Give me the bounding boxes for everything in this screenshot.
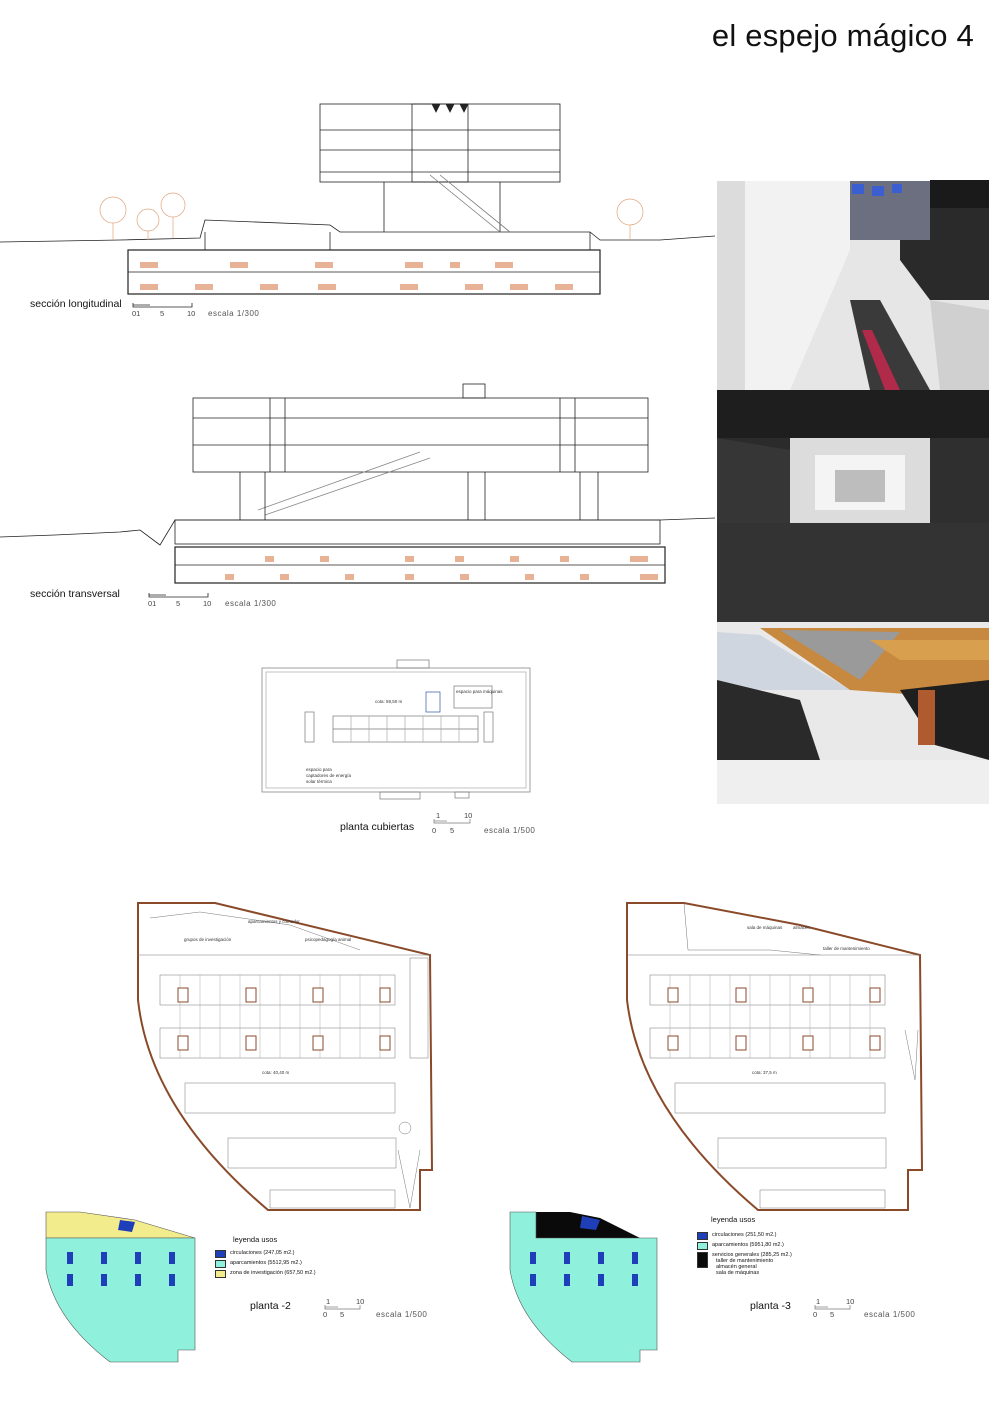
scale-tick: 1 [326, 1297, 331, 1306]
legend-item: circulaciones (251,50 m2.) [697, 1232, 792, 1240]
room-label: taller de mantenimiento [823, 946, 870, 951]
use-map-minus3 [510, 1212, 657, 1362]
legend-item: circulaciones (247,05 m2.) [215, 1250, 316, 1258]
scale-text: escala 1/500 [376, 1310, 428, 1319]
legend-minus3 [697, 1215, 792, 1278]
scale-text: escala 1/300 [225, 599, 277, 608]
plan-cota: cota: 37,5 m [752, 1070, 777, 1075]
roof-cota: cota: 59,50 m [375, 699, 403, 704]
legend-item: zona de investigación (657,50 m2.) [215, 1270, 316, 1278]
roof-machines-label: espacio para máquinas [456, 689, 503, 694]
scale-tick: 10 [464, 811, 473, 820]
longitudinal-section-label: sección longitudinal [30, 298, 122, 310]
room-label: almacén [793, 925, 811, 930]
room-label: sala de máquinas [747, 925, 783, 930]
scale-tick: 5 [160, 309, 165, 318]
scale-tick: 10 [356, 1297, 365, 1306]
roof-plan-label: planta cubiertas [340, 821, 415, 833]
legend-title: leyenda usos [233, 1235, 278, 1244]
scale-tick: 1 [436, 811, 441, 820]
legend-title: leyenda usos [711, 1215, 756, 1224]
scale-tick: 0 [323, 1310, 328, 1319]
scale-tick: 5 [340, 1310, 345, 1319]
scale-tick: 0 [432, 826, 437, 835]
scale-tick: 1 [816, 1297, 821, 1306]
legend-item: aparcamientos (5951,80 m2.) [697, 1242, 792, 1250]
roof-solar-label-3: solar térmica [306, 779, 332, 784]
legend-swatch [697, 1242, 708, 1250]
scale-tick: 5 [450, 826, 455, 835]
roof-solar-label-1: espacio para [306, 767, 332, 772]
room-label: aparcamientos y comedor [248, 919, 300, 924]
scale-tick: 10 [203, 599, 212, 608]
room-label: grupos de investigación [184, 937, 232, 942]
room-label: psicopedagogía animal [305, 937, 352, 942]
roof-solar-label-2: captadores de energía [306, 773, 352, 778]
scale-tick: 01 [148, 599, 157, 608]
plan-cota: cota: 40,40 m [262, 1070, 290, 1075]
scale-tick: 10 [846, 1297, 855, 1306]
scale-tick: 01 [132, 309, 141, 318]
parking-rows-minus3 [650, 975, 886, 1208]
scale-text: escala 1/300 [208, 309, 260, 318]
scale-text: escala 1/500 [484, 826, 536, 835]
scale-tick: 10 [187, 309, 196, 318]
transversal-section-label: sección transversal [30, 588, 120, 600]
scale-tick: 0 [813, 1310, 818, 1319]
plan-minus3-label: planta -3 [750, 1300, 791, 1312]
legend-item: aparcamientos (5512,95 m2.) [215, 1260, 316, 1268]
plan-minus2-label: planta -2 [250, 1300, 291, 1312]
page-title: el espejo mágico 4 [711, 18, 974, 53]
scale-tick: 5 [830, 1310, 835, 1319]
scale-text: escala 1/500 [864, 1310, 916, 1319]
legend-swatch [697, 1232, 708, 1240]
scale-tick: 5 [176, 599, 181, 608]
legend-swatch [697, 1252, 708, 1268]
legend-item: servicios generales (285,25 m2.) taller de mantenimiento almacén general sala de máquinas [697, 1252, 792, 1276]
